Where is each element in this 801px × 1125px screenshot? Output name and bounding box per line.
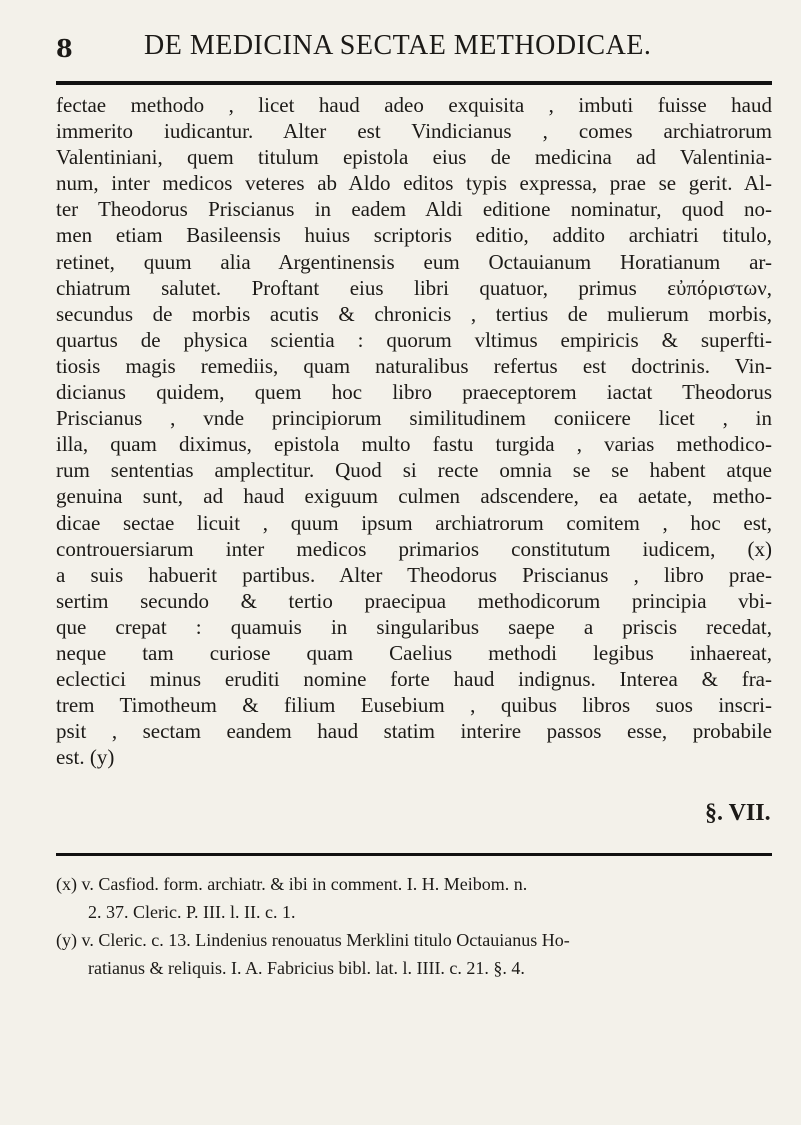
body-line: a suis habuerit partibus. Alter Theodorus Priscianus , libro prae-: [56, 562, 772, 587]
footnote-line: ratianus & reliquis. I. A. Fabricius bibl. lat. l. IIII. c. 21. §. 4.: [88, 958, 525, 978]
page-number: 8: [56, 34, 73, 63]
body-line: quartus de physica scientia : quorum vltimus empiricis & superfti-: [56, 327, 772, 352]
body-line: illa, quam diximus, epistola multo fastu turgida , varias methodico-: [56, 432, 772, 457]
footnote-line: (y) v. Cleric. c. 13. Lindenius renouatus Merklini titulo Octauianus Ho-: [56, 930, 570, 950]
body-line: num, inter medicos veteres ab Aldo editos typis expressa, prae se gerit. Al-: [56, 171, 772, 196]
body-line: genuina sunt, ad haud exiguum culmen adscendere, ea aetate, metho-: [56, 484, 772, 509]
body-line: Priscianus , vnde principiorum similitudinem coniicere licet , in: [56, 406, 772, 431]
body-text: [56, 92, 772, 770]
body-line: rum sententias amplectitur. Quod si recte omnia se se habent atque: [56, 458, 772, 483]
body-line: sertim secundo & tertio praecipua methodicorum principia vbi-: [56, 588, 772, 613]
body-line: neque tam curiose quam Caelius methodi legibus inhaereat,: [56, 640, 772, 665]
body-line: secundus de morbis acutis & chronicis , tertius de mulierum morbis,: [56, 301, 772, 326]
header-rule: [56, 81, 772, 85]
section-mark: §. VII.: [705, 800, 771, 826]
body-line: Valentiniani, quem titulum epistola eius de medicina ad Valentinia-: [56, 145, 772, 170]
body-line: que crepat : quamuis in singularibus saepe a priscis recedat,: [56, 614, 772, 639]
running-title: DE MEDICINA SECTAE METHODICAE.: [144, 30, 652, 61]
body-line: est. (y): [56, 745, 115, 770]
footnotes: [56, 870, 772, 982]
body-line: fectae methodo , licet haud adeo exquisita , imbuti fuisse haud: [56, 93, 772, 117]
footnote-line: (x) v. Casfiod. form. archiatr. & ibi in comment. I. H. Meibom. n.: [56, 874, 528, 894]
body-line: chiatrum salutet. Proftant eius libri quatuor, primus εὐπόριστων,: [56, 275, 772, 300]
body-line: men etiam Basileensis huius scriptoris editio, addito archiatri titulo,: [56, 223, 772, 248]
page-header: [56, 30, 776, 70]
body-line: trem Timotheum & filium Eusebium , quibus libros suos inscri-: [56, 693, 772, 718]
body-line: retinet, quum alia Argentinensis eum Octauianum Horatianum ar-: [56, 249, 772, 274]
footnote-line: 2. 37. Cleric. P. III. l. II. c. 1.: [88, 902, 296, 922]
body-line: immerito iudicantur. Alter est Vindicianus , comes archiatrorum: [56, 119, 772, 144]
body-line: eclectici minus eruditi nomine forte haud indignus. Interea & fra-: [56, 667, 772, 692]
footnote-rule: [56, 853, 772, 856]
body-line: psit , sectam eandem haud statim interire passos esse, probabile: [56, 719, 772, 744]
body-line: dicianus quidem, quem hoc libro praeceptorem iactat Theodorus: [56, 380, 772, 405]
body-line: dicae sectae licuit , quum ipsum archiatrorum comitem , hoc est,: [56, 510, 772, 535]
body-line: ter Theodorus Priscianus in eadem Aldi editione nominatur, quod no-: [56, 197, 772, 222]
body-line: tiosis magis remediis, quam naturalibus refertus est doctrinis. Vin-: [56, 353, 772, 378]
body-line: controuersiarum inter medicos primarios constitutum iudicem, (x): [56, 536, 772, 561]
